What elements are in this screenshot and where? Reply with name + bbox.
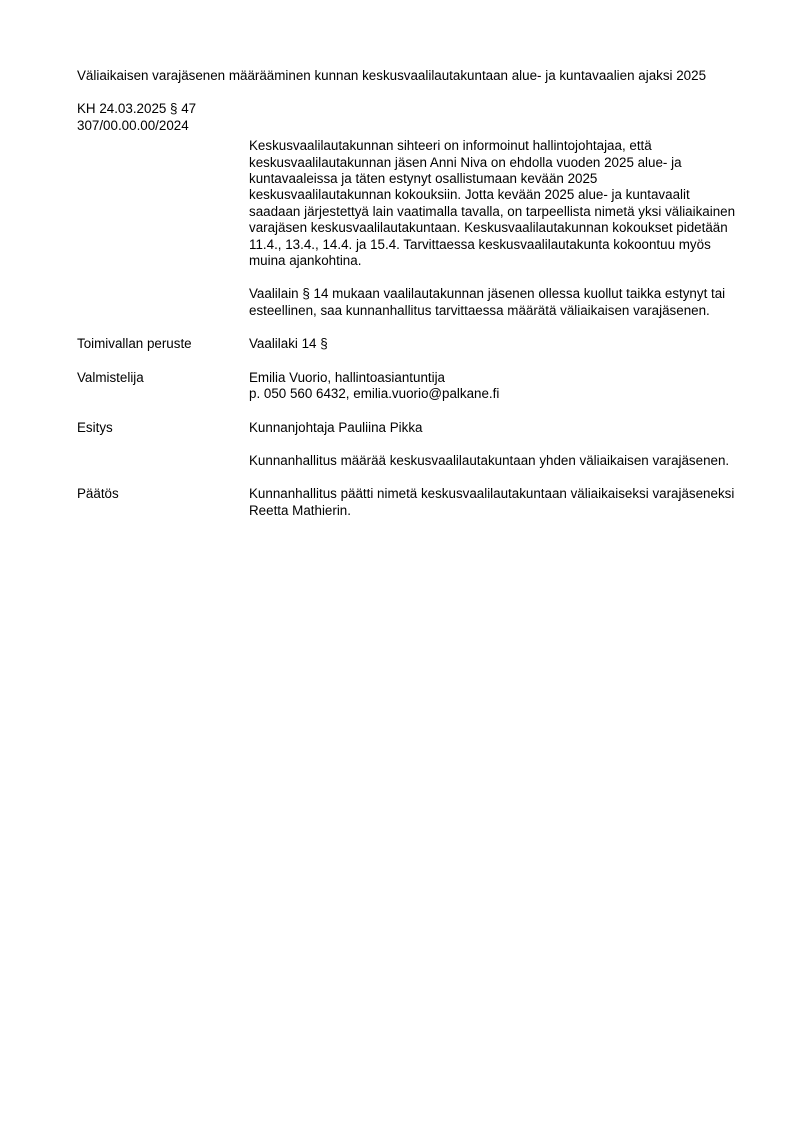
section-proposal <box>77 420 741 470</box>
section-content-decision <box>249 486 741 519</box>
section-content-proposal <box>249 420 741 470</box>
section-label-proposal: Esitys <box>77 419 113 435</box>
preparer-contact: p. 050 560 6432, emilia.vuorio@palkane.fi <box>249 386 500 402</box>
section-label-authority: Toimivallan peruste <box>77 336 192 352</box>
document-meta <box>77 101 741 134</box>
section-background <box>77 138 741 319</box>
section-content-authority <box>249 336 741 352</box>
proposal-presenter: Kunnanjohtaja Pauliina Pikka <box>249 419 423 435</box>
document-page <box>77 68 741 519</box>
section-authority <box>77 336 741 352</box>
document-title: Väliaikaisen varajäsenen määrääminen kunnan keskusvaalilautakuntaan alue- ja kuntavaalien ajaksi 2025 <box>77 68 707 83</box>
section-decision <box>77 486 741 519</box>
section-label-preparer: Valmistelija <box>77 369 144 385</box>
section-content-background <box>249 138 741 319</box>
authority-text: Vaalilaki 14 § <box>249 336 328 352</box>
preparer-name: Emilia Vuorio, hallintoasiantuntija <box>249 369 446 385</box>
decision-text: Kunnanhallitus päätti nimetä keskusvaalilautakuntaan väliaikaiseksi varajäseneksi Reetta Mathierin. <box>249 486 735 518</box>
record-number: 307/00.00.00/2024 <box>77 117 189 133</box>
meeting-reference: KH 24.03.2025 § 47 <box>77 101 197 117</box>
section-label-decision: Päätös <box>77 486 119 502</box>
proposal-text: Kunnanhallitus määrää keskusvaalilautakuntaan yhden väliaikaisen varajäsenen. <box>249 452 730 468</box>
section-label-background <box>77 138 249 319</box>
section-preparer <box>77 370 741 403</box>
background-paragraph-2: Vaalilain § 14 mukaan vaalilautakunnan jäsenen ollessa kuollut taikka estynyt tai esteellinen, saa kunnanhallitus tarvittaessa määrätä väliaikaisen varajäsenen. <box>249 286 726 318</box>
section-content-preparer <box>249 370 741 403</box>
background-paragraph-1: Keskusvaalilautakunnan sihteeri on informoinut hallintojohtajaa, että keskusvaalilautakunnan jäsen Anni Niva on ehdolla vuoden 2025 alue- ja kuntavaaleissa ja täten estynyt osallistumaan kevään 2025 keskusvaalilautakunnan kokouksiin. Jotta kevään 2025 alue- ja kuntavaalit saadaan järjestettyä lain vaatimalla tavalla, on tarpeellista nimetä yksi väliaikainen varajäsen keskusvaalilautakuntaan. Keskusvaalilautakunnan kokoukset pidetään 11.4., 13.4., 14.4. ja 15.4. Tarvittaessa keskusvaalilautakunta kokoontuu myös muina ajankohtina. <box>249 138 736 269</box>
